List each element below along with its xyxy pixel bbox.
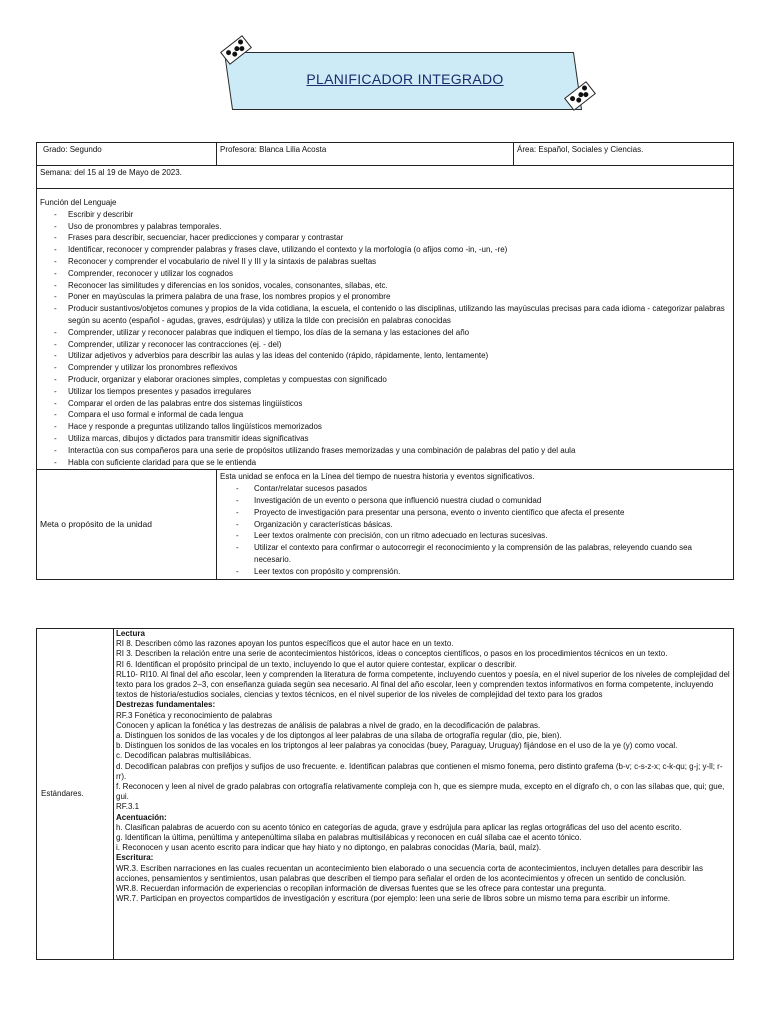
profesora-value: Blanca Lilia Acosta [259,145,327,154]
info-row [37,143,734,166]
funcion-item: - Escribir y describir [40,209,730,221]
funcion-item: - Utiliza marcas, dibujos y dictados para transmitir ideas significativas [40,433,730,445]
funcion-item: - Poner en mayúsculas la primera palabra de una frase, los nombres propios y el pronombre [40,291,730,303]
meta-item: - Contar/relatar sucesos pasados [220,483,730,495]
funcion-item: - Comprender, reconocer y utilizar los cognados [40,268,730,280]
standards-line: RL10- RI10. Al final del año escolar, leen y comprenden la literatura de forma competente, incluyendo cuentos y poesía, en el nivel superior de los niveles de complejidad del texto para los grados 2–3, con enseñanza guiada según sea necesario. Al final del año escolar, leen y comprenden textos informativos en forma competente, incluyendo textos de historia/estudios sociales, ciencias y textos técnicos, en el nivel superior de los niveles de complejidad del texto para los grados [116,669,730,700]
standards-heading: Escritura: [116,853,154,863]
standards-line: Conocen y aplican la fonética y las destrezas de análisis de palabras a nivel de grado, en la decodificación de palabras. [116,720,541,730]
funcion-list [40,209,730,469]
funcion-item: - Frases para describir, secuenciar, hacer predicciones y comparar y contrastar [40,232,730,244]
area-cell [514,143,734,166]
funcion-item: - Comprender, utilizar y reconocer las contracciones (ej. - del) [40,339,730,351]
standards-line: RI 6. Identifican el propósito principal de un texto, incluyendo lo que el autor quiere contestar, explicar o describir. [116,659,517,669]
meta-item: - Proyecto de investigación para presentar una persona, evento o invento científico que afecta el presente [220,507,730,519]
funcion-row [37,189,734,470]
title-banner [214,38,596,124]
grado-cell [37,143,217,166]
standards-line: RF.3.1 [116,802,140,812]
funcion-cell [37,189,734,470]
funcion-item: - Reconocer las similitudes y diferencias en los sonidos, vocales, consonantes, sílabas, etc. [40,280,730,292]
standards-label-cell [37,629,114,960]
standards-line: i. Reconocen y usan acento escrito para indicar que hay hiato y no diptongo, en palabras conocidas (María, baúl, maíz). [116,843,542,853]
standards-line: WR.3. Escriben narraciones en las cuales recuentan un acontecimiento bien elaborado o una secuencia corta de acontecimientos, incluyen detalles para describir las acciones, pensamientos y sentimientos, usan palabras que describen el tiempo para señalar el orden de los acontecimientos y ofrecen un sentido de conclusión. [116,863,704,883]
funcion-item: - Comparar el orden de las palabras entre dos sistemas lingüísticos [40,398,730,410]
standards-line: d. Decodifican palabras con prefijos y sufijos de uso frecuente. e. Identifican palabras que contienen el mismo fonema, pero distinto grafema (b-v; c-s-z-x; c-k-qu; g-j; y-ll; r-rr). [116,761,723,781]
standards-line: a. Distinguen los sonidos de las vocales y de los diptongos al leer palabras de una sílaba de ortografía regular (dio, pie, bien). [116,731,562,741]
meta-item: - Organización y características básicas. [220,519,730,531]
funcion-item: - Utilizar los tiempos presentes y pasados irregulares [40,386,730,398]
meta-row [37,470,734,579]
area-value: Español, Sociales y Ciencias. [538,145,644,154]
meta-label: Meta o propósito de la unidad [40,519,152,530]
meta-item: - Leer textos oralmente con precisión, con un ritmo adecuado en lecturas sucesivas. [220,530,730,542]
standards-heading: Destrezas fundamentales: [116,700,216,710]
standards-heading: Lectura [116,629,145,638]
funcion-item: - Interactúa con sus compañeros para una serie de propósitos utilizando frases memorizadas y una combinación de palabras del patio y del aula [40,445,730,457]
standards-line: h. Clasifican palabras de acuerdo con su acento tónico en categorías de aguda, grave y esdrújula para aplicar las reglas ortográficas del uso del acento escrito. [116,822,682,832]
meta-label-cell [37,470,217,579]
funcion-item: - Compara el uso formal e informal de cada lengua [40,409,730,421]
funcion-item: - Uso de pronombres y palabras temporales. [40,221,730,233]
semana-row [37,166,734,189]
funcion-item: - Producir, organizar y elaborar oraciones simples, completas y compuestas con significado [40,374,730,386]
standards-line: g. Identifican la última, penúltima y antepenúltima sílaba en palabras multisilábicas y reconocen en cuál sílaba cae el acento tónico. [116,833,582,843]
standards-label: Estándares. [41,788,84,798]
meta-list [220,483,730,577]
standards-line: f. Reconocen y leen al nivel de grado palabras con ortografía relativamente compleja con h, que es siempre muda, excepto en el dígrafo ch, o con las sílabas que, qui; gue, gui. [116,782,725,802]
funcion-item: - Reconocer y comprender el vocabulario de nivel II y III y la sintaxis de palabras sueltas [40,256,730,268]
meta-item: - Utilizar el contexto para confirmar o autocorregir el reconocimiento y la comprensión de las palabras, releyendo cuando sea necesario. [220,542,730,566]
funcion-item: - Hace y responde a preguntas utilizando tallos lingüísticos memorizados [40,421,730,433]
standards-line: RI 3. Describen la relación entre una serie de acontecimientos históricos, ideas o conceptos científicos, o pasos en los procedimientos técnicos en un texto. [116,649,668,659]
funcion-item: - Producir sustantivos/objetos comunes y propios de la vida cotidiana, la escuela, el contenido o las disciplinas, utilizando las mayúsculas precisas para cada idioma - categorizar palabras según su acento (español - agudas, graves, esdrújulas) y utiliza la tilde con precisión en palabras conocidas [40,303,730,327]
funcion-item: - Identificar, reconocer y comprender palabras y frases clave, utilizando el contexto y la morfología (o afijos como -in, -un, -re) [40,244,730,256]
page-title: PLANIFICADOR INTEGRADO [306,71,504,87]
standards-line: RF.3 Fonética y reconocimiento de palabras [116,710,273,720]
funcion-item: - Comprender y utilizar los pronombres reflexivos [40,362,730,374]
standards-line: RI 8. Describen cómo las razones apoyan los puntos específicos que el autor hace en un texto. [116,639,454,649]
meta-item: - Leer textos con propósito y comprensión. [220,566,730,578]
funcion-heading: Función del Lenguaje [40,198,117,207]
grado-value: Segundo [69,145,102,154]
standards-heading: Acentuación: [116,812,167,822]
area-label: Área: [517,145,537,154]
grado-label: Grado: [43,145,68,154]
standards-line: WR.7. Participan en proyectos compartidos de investigación y escritura (por ejemplo: leen una serie de libros sobre un mismo tema para escribir un informe. [116,894,671,904]
funcion-item: - Utilizar adjetivos y adverbios para describir las aulas y las ideas del contenido (rápido, rápidamente, lento, lentamente) [40,350,730,362]
meta-content-cell [217,470,734,579]
standards-line: b. Distinguen los sonidos de las vocales en los triptongos al leer palabras ya conocidas (buey, Paraguay, Uruguay) fijándose en el uso de la ye (y) como vocal. [116,741,678,751]
standards-line: WR.8. Recuerdan información de experiencias o recopilan información de diversas fuentes que se les ofrece para contestar una pregunta. [116,884,607,894]
meta-intro: Esta unidad se enfoca en la Línea del tiempo de nuestra historia y eventos significativos. [220,472,535,482]
standards-content-cell [114,629,734,960]
meta-item: - Investigación de un evento o persona que influenció nuestra ciudad o comunidad [220,495,730,507]
planning-table [36,142,734,580]
funcion-item: - Habla con suficiente claridad para que se le entienda [40,457,730,469]
semana-label: Semana: [40,168,73,177]
standards-line: c. Decodifican palabras multisilábicas. [116,751,252,761]
standards-row [37,629,734,960]
standards-table [36,628,734,960]
semana-cell [37,166,734,189]
profesora-cell [217,143,514,166]
semana-value: del 15 al 19 de Mayo de 2023. [74,168,182,177]
funcion-item: - Comprender, utilizar y reconocer palabras que indiquen el tiempo, los días de la semana y las estaciones del año [40,327,730,339]
profesora-label: Profesora: [220,145,257,154]
